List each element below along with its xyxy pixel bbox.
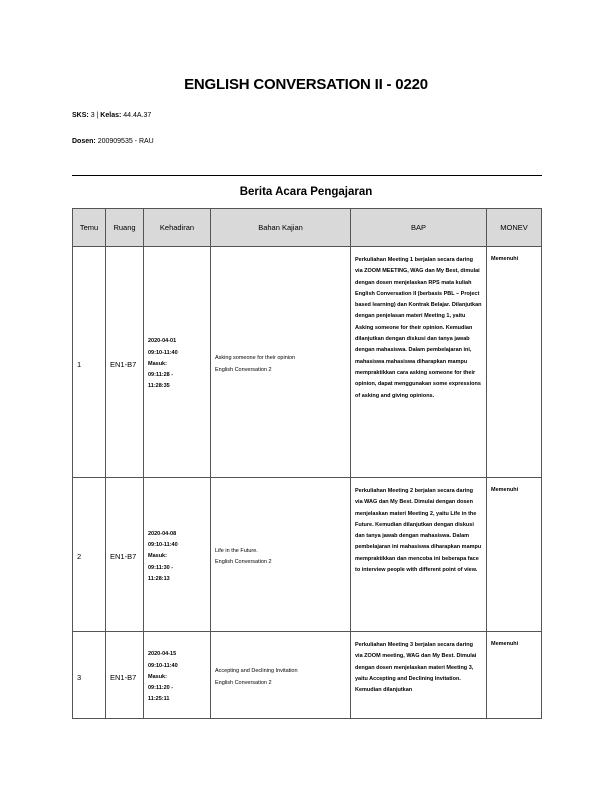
cell-ruang	[106, 247, 144, 478]
cell-kehadiran-text: 2020-04-15 09:10-11:40 Masuk: 09:11:20 - 11:25:11	[148, 651, 178, 703]
lecturer-meta	[72, 138, 154, 145]
cell-ruang-text: EN1-B7	[110, 552, 137, 561]
cell-temu	[73, 478, 106, 632]
header-ruang: Ruang	[106, 209, 144, 247]
kelas-value: 44.4A.37	[123, 112, 152, 119]
cell-bahan-kajian-text: Accepting and Declining Invitation English Conversation 2	[215, 668, 298, 686]
cell-monev	[487, 478, 542, 632]
cell-bap-text: Perkuliahan Meeting 3 berjalan secara daring via ZOOM meeting, WAG dan My Best. Dimulai dengan dosen menjelaskan materi Meeting 3, yaitu Accepting and Declining Invitation. Kemudian dilanjutkan	[355, 642, 477, 694]
table-row	[73, 632, 542, 719]
sks-label: SKS:	[72, 112, 89, 119]
dosen-value: 200909535 - RAU	[97, 138, 154, 145]
cell-bahan-kajian-text: Asking someone for their opinion English Conversation 2	[215, 355, 296, 373]
cell-bap	[351, 478, 487, 632]
cell-temu	[73, 247, 106, 478]
table-row	[73, 478, 542, 632]
header-bahan-kajian: Bahan Kajian	[211, 209, 351, 247]
cell-ruang	[106, 632, 144, 719]
header-kehadiran: Kehadiran	[144, 209, 211, 247]
cell-monev	[487, 247, 542, 478]
cell-bap	[351, 247, 487, 478]
dosen-label: Dosen:	[72, 138, 96, 145]
sks-value: 3 |	[90, 112, 101, 119]
cell-ruang	[106, 478, 144, 632]
cell-temu-text: 3	[77, 672, 82, 682]
cell-bap	[351, 632, 487, 719]
cell-bahan-kajian	[211, 247, 351, 478]
cell-monev	[487, 632, 542, 719]
cell-bahan-kajian-text: Life in the Future. English Conversation 2	[215, 547, 272, 565]
section-title: Berita Acara Pengajaran	[239, 186, 373, 198]
cell-monev-text: Memenuhi	[491, 641, 519, 647]
course-title: ENGLISH CONVERSATION II - 0220	[184, 76, 428, 93]
divider	[72, 175, 542, 176]
header-bap: BAP	[351, 209, 487, 247]
cell-ruang-text: EN1-B7	[110, 359, 137, 369]
cell-kehadiran-text: 2020-04-01 09:10-11:40 Masuk: 09:11:28 - 11:28:35	[148, 338, 178, 390]
cell-bahan-kajian	[211, 478, 351, 632]
cell-kehadiran	[144, 478, 211, 632]
cell-kehadiran	[144, 247, 211, 478]
cell-temu-text: 2	[77, 552, 82, 562]
cell-monev-text: Memenuhi	[491, 256, 519, 262]
cell-bahan-kajian	[211, 632, 351, 719]
cell-kehadiran	[144, 632, 211, 719]
header-temu: Temu	[73, 209, 106, 247]
table-header-row	[73, 209, 542, 247]
bap-table	[72, 208, 542, 719]
cell-temu-text: 1	[77, 359, 82, 369]
cell-kehadiran-text: 2020-04-08 09:10-11:40 Masuk: 09:11:30 - 11:28:13	[148, 530, 178, 582]
cell-ruang-text: EN1-B7	[110, 672, 137, 682]
cell-temu	[73, 632, 106, 719]
table-row	[73, 247, 542, 478]
cell-monev-text: Memenuhi	[491, 487, 519, 493]
cell-bap-text: Perkuliahan Meeting 2 berjalan secara daring via WAG dan My Best. Dimulai dengan dosen menjelaskan materi Meeting 2, yaitu Life in the Future. Kemudian dilanjutkan dengan diskusi dan tanya jawab dengan mahasiswa. Dalam pembelajaran ini mahasiswa diharapkan mampu mempraktikkan dan mencoba ini beberapa face to interview people with different point of view.	[355, 488, 482, 574]
header-monev: MONEV	[487, 209, 542, 247]
kelas-label: Kelas:	[100, 112, 122, 119]
course-meta	[72, 112, 151, 119]
cell-bap-text: Perkuliahan Meeting 1 berjalan secara daring via ZOOM MEETING, WAG dan My Best, dimulai dengan dosen menjelaskan RPS mata kuliah English Conversation II (berbasis PBL – Project based learning) dan Kontrak Belajar. Dilanjutkan dengan penjelasan materi Meeting 1, yaitu Asking someone for their opinion. Kemudian dilanjutkan dengan diskusi dan tanya jawab dengan mahasiswa. Dalam pembelajaran ini, mahasiswa mahasiswa diharapkan mampu mempraktikkan cara asking someone for their opinion, dapat menggunakan some expressions of asking and giving opinions.	[355, 257, 482, 399]
